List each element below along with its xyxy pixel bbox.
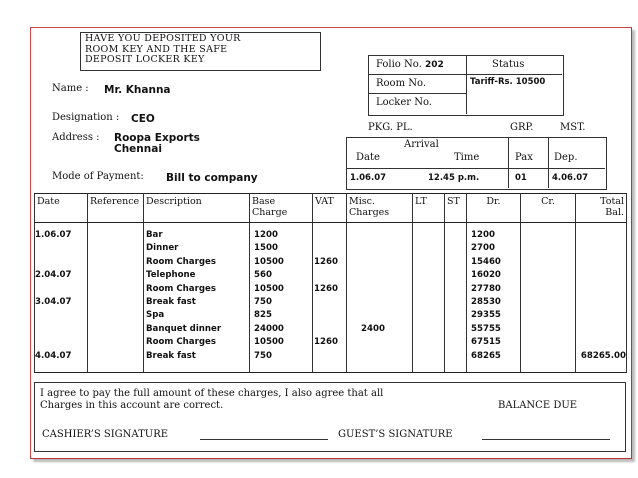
arrival-title: Arrival <box>404 139 439 150</box>
agreement-line-2: Charges in this account are correct. <box>40 400 224 411</box>
ledger-cell-desc: Break fast <box>146 296 196 307</box>
notice-line-1: HAVE YOU DEPOSITED YOUR <box>85 33 241 44</box>
ledger-cell-base: 10500 <box>254 283 284 294</box>
folio-rule-2 <box>368 93 466 94</box>
room-label: Room No. <box>376 78 427 89</box>
ledger-cell-misc <box>361 350 412 363</box>
group-label: GRP. <box>510 122 534 133</box>
arrival-date: 1.06.07 <box>350 173 387 183</box>
ledger-cell-vat <box>314 242 346 255</box>
ledger-cell-desc: Dinner <box>146 243 179 254</box>
pax-count: 01 <box>515 173 527 183</box>
balance-due-label: BALANCE DUE <box>498 400 578 411</box>
folio-number: 202 <box>424 60 444 70</box>
col-dr-header: Dr. <box>467 194 521 223</box>
payment-mode: Bill to company <box>166 172 258 184</box>
ledger-cell-misc <box>361 229 412 242</box>
ledger-cell-vat <box>314 229 346 242</box>
misc-charges-column <box>347 223 413 373</box>
ledger-cell-date <box>35 256 87 269</box>
ledger-cell-total <box>576 269 626 282</box>
arrival-divider-1 <box>508 137 509 188</box>
ledger-cell-date: 4.04.07 <box>35 350 72 361</box>
address-line-2: Chennai <box>114 143 162 155</box>
ledger-cell-dr: 68265 <box>471 350 501 361</box>
ledger-cell-date <box>35 283 87 296</box>
ledger-cell-base: 750 <box>254 350 272 361</box>
guest-designation: CEO <box>131 113 155 125</box>
ledger-cell-vat <box>314 323 346 336</box>
ledger-cell-total <box>576 229 626 242</box>
ledger-cell-misc: 2400 <box>361 323 385 334</box>
col-cr-header: Cr. <box>521 194 576 223</box>
ledger-body-row <box>35 223 627 373</box>
ledger-cell-date: 2.04.07 <box>35 270 72 281</box>
ledger-cell-dr: 1200 <box>471 230 495 240</box>
ledger-cell-total <box>576 323 626 336</box>
arrival-rule <box>346 168 605 169</box>
departure-date: 4.06.07 <box>552 173 589 183</box>
description-column <box>144 223 250 373</box>
arrival-time: 12.45 p.m. <box>428 173 480 183</box>
ledger-cell-misc <box>361 296 412 309</box>
ledger-cell-desc: Telephone <box>146 270 196 281</box>
ledger-cell-dr: 67515 <box>471 337 501 348</box>
ledger-cell-vat <box>314 269 346 282</box>
col-lt-header: LT <box>413 194 445 223</box>
cashier-signature-label: CASHIER’S SIGNATURE <box>42 429 169 440</box>
ledger-cell-desc: Spa <box>146 310 165 321</box>
st-column <box>445 223 467 373</box>
ledger-cell-desc: Bar <box>146 230 163 240</box>
ledger-cell-misc <box>361 256 412 269</box>
reference-column <box>88 223 144 373</box>
folio-divider <box>466 55 467 114</box>
ledger-cell-date <box>35 323 87 336</box>
ledger-cell-total <box>576 242 626 255</box>
folio-rule-1 <box>368 74 562 75</box>
ledger-cell-total <box>576 309 626 322</box>
col-st-header: ST <box>445 194 467 223</box>
locker-label: Locker No. <box>376 97 432 108</box>
name-label: Name : <box>52 83 89 94</box>
ledger-cell-vat: 1260 <box>314 283 338 294</box>
col-reference-header: Reference <box>88 194 144 223</box>
ledger-cell-desc: Banquet dinner <box>146 323 222 334</box>
address-line-1: Roopa Exports <box>114 132 200 144</box>
col-total-header: Total Bal. <box>576 194 627 223</box>
date-column <box>35 223 88 373</box>
tariff-value: Tariff-Rs. 10500 <box>470 77 546 87</box>
col-base-header: Base Charge <box>250 194 313 223</box>
ledger-cell-dr: 2700 <box>471 243 495 254</box>
ledger-cell-date <box>35 336 87 349</box>
ledger-cell-misc <box>361 336 412 349</box>
ledger-cell-vat: 1260 <box>314 256 338 267</box>
guest-signature-line[interactable] <box>482 439 610 440</box>
ledger-cell-base: 1200 <box>254 230 278 240</box>
address-label: Address : <box>52 132 100 143</box>
col-vat-header: VAT <box>313 194 347 223</box>
ledger-cell-vat <box>314 296 346 309</box>
ledger-cell-vat <box>314 309 346 322</box>
ledger-cell-base: 560 <box>254 270 272 281</box>
ledger-cell-base: 10500 <box>254 337 284 348</box>
ledger-cell-total <box>576 296 626 309</box>
ledger-cell-total <box>576 336 626 349</box>
ledger-cell-misc <box>361 269 412 282</box>
ledger-cell-dr: 27780 <box>471 283 501 294</box>
col-description-header: Description <box>144 194 250 223</box>
ledger-cell-desc: Break fast <box>146 350 196 361</box>
ledger-cell-vat <box>314 350 346 363</box>
credit-column <box>521 223 576 373</box>
ledger-cell-desc: Room Charges <box>146 256 216 267</box>
ledger-cell-misc <box>361 283 412 296</box>
payment-label: Mode of Payment: <box>52 171 144 182</box>
arrival-divider-2 <box>548 137 549 188</box>
notice-line-3: DEPOSIT LOCKER KEY <box>85 54 205 65</box>
ledger-cell-base: 750 <box>254 296 272 307</box>
folio-label: Folio No. 202 <box>376 59 444 70</box>
col-misc-header: Misc. Charges <box>347 194 413 223</box>
ledger-cell-misc <box>361 309 412 322</box>
ledger-cell-desc: Room Charges <box>146 337 216 348</box>
arrival-time-label: Time <box>454 152 480 163</box>
charges-ledger <box>34 193 627 373</box>
status-label: Status <box>492 59 525 70</box>
designation-label: Designation : <box>52 112 120 123</box>
ledger-cell-dr: 15460 <box>471 256 501 267</box>
ledger-cell-total <box>576 283 626 296</box>
ledger-cell-date <box>35 242 87 255</box>
guest-name: Mr. Khanna <box>104 84 171 96</box>
ledger-cell-base: 1500 <box>254 243 278 254</box>
total-balance-column <box>576 223 627 373</box>
notice-line-2: ROOM KEY AND THE SAFE <box>85 43 228 55</box>
ledger-cell-base: 10500 <box>254 256 284 267</box>
ledger-cell-dr: 55755 <box>471 323 501 334</box>
ledger-cell-total <box>576 256 626 269</box>
vat-column <box>313 223 347 373</box>
ledger-cell-misc <box>361 242 412 255</box>
mst-label: MST. <box>560 122 586 133</box>
lt-column <box>413 223 445 373</box>
ledger-cell-dr: 16020 <box>471 270 501 281</box>
agreement-line-1: I agree to pay the full amount of these charges, I also agree that all <box>40 388 384 399</box>
ledger-cell-base: 825 <box>254 310 272 321</box>
cashier-signature-line[interactable] <box>200 439 328 440</box>
ledger-cell-date: 3.04.07 <box>35 296 72 307</box>
arrival-date-label: Date <box>356 152 380 163</box>
base-charge-column <box>250 223 313 373</box>
pax-label: Pax <box>515 152 533 163</box>
ledger-cell-base: 24000 <box>254 323 284 334</box>
ledger-cell-desc: Room Charges <box>146 283 216 294</box>
debit-column <box>467 223 521 373</box>
ledger-cell-date <box>35 309 87 322</box>
ledger-cell-dr: 29355 <box>471 310 501 321</box>
departure-label: Dep. <box>554 152 578 163</box>
ledger-cell-dr: 28530 <box>471 296 501 307</box>
ledger-header-row <box>35 194 627 223</box>
key-deposit-notice <box>80 32 321 71</box>
col-date-header: Date <box>35 194 88 223</box>
ledger-cell-vat: 1260 <box>314 337 338 348</box>
package-plan-label: PKG. PL. <box>368 122 413 133</box>
guest-signature-label: GUEST’S SIGNATURE <box>338 429 453 440</box>
ledger-cell-date: 1.06.07 <box>35 230 72 240</box>
ledger-cell-total: 68265.00 <box>580 350 626 361</box>
